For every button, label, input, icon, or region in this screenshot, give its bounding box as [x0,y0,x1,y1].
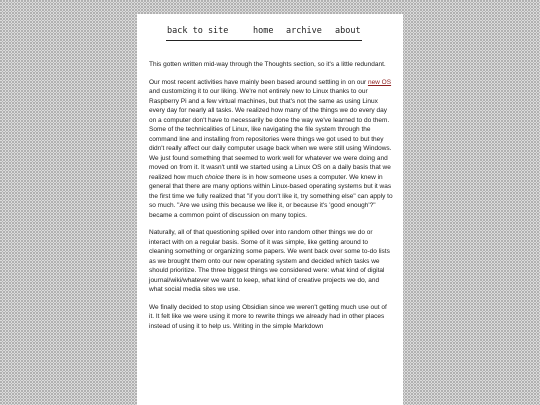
back-to-site-link[interactable]: back to site [167,26,229,36]
top-nav [166,24,362,41]
new-os-link[interactable]: new OS [367,78,392,86]
emphasis-choice: choice [205,173,224,181]
archive-link[interactable]: archive [286,26,322,36]
paragraph-text: Our most recent activities have mainly been based around settling in on our [149,78,368,86]
paragraph-obsidian: We finally decided to stop using Obsidian since we weren't getting much use out of it. It felt like we were using it more to rewrite things we already had in other places instead of using it to help us. Writing in the simple Markdown [149,303,387,330]
paragraph-questioning: Naturally, all of that questioning spilled over into random other things we do or interact with on a regular basis. Some of it was simple, like getting around to cleaning something or organizing some papers. We went back over some to-do lists as we brought them onto our new operating system and decided which tasks we should prioritize. The three biggest things we considered were: what kind of digital journal/wiki/whatever we want to keep, what kind of creative projects we do, and what social media sites we use. [149,229,390,293]
article-body [149,60,393,339]
paragraph-text: there is in how someone uses a computer. We knew in general that there are many options within Linux-based operating systems but it was the first time we fully realized that "if you don't like it, try something else" can apply to so much. "Are we using this because we like it, or because it's 'good enough'?" became a common point of discussion on many topics. [149,173,393,219]
paragraph-new-os [149,78,393,221]
home-link[interactable]: home [253,26,274,36]
article-page [137,14,403,405]
about-link[interactable]: about [335,26,361,36]
paragraph-text: and customizing it to our liking. We're not entirely new to Linux thanks to our Raspberry Pi and a few virtual machines, but that's not the same as using Linux every day for nearly all tasks. We realized how many of the things we do every day on a computer don't have to necessarily be done the way we've learned to do them. Some of the technicalities of Linux, like navigating the file system through the command line and installing from repositories were things we got used to but they didn't really affect our daily computer usage back when we were still using Windows. We just found something that seemed to work well for whatever we were doing and moved on from it. It wasn't until we started using a Linux OS on a daily basis that we realized how much [149,88,392,181]
paragraph-intro: This gotten written mid-way through the Thoughts section, so it's a little redundant. [149,61,386,68]
